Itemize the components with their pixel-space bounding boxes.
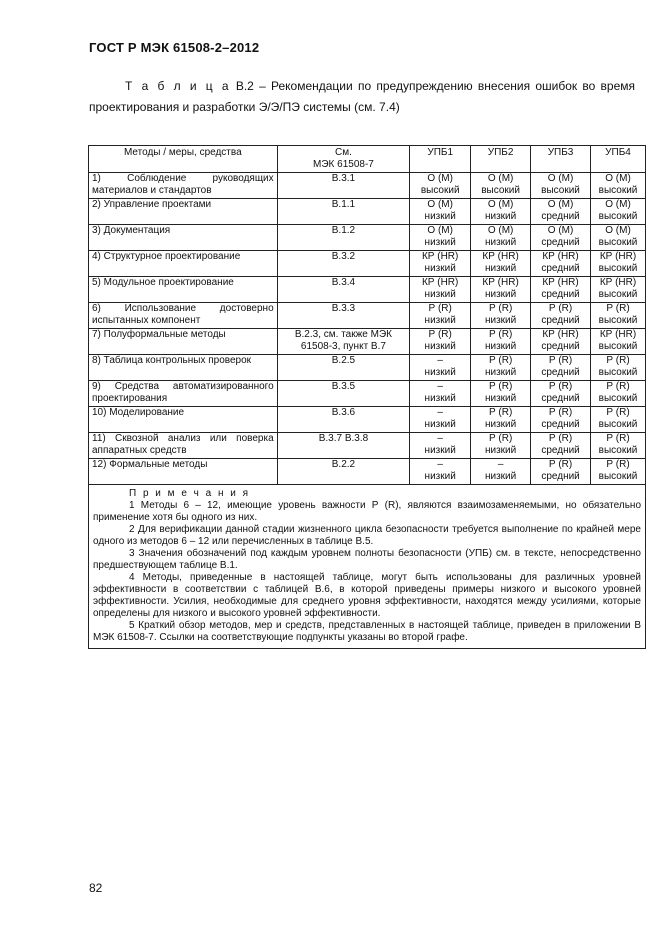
effectiveness-level: высокий: [598, 445, 638, 456]
notes-title: П р и м е ч а н и я: [129, 488, 251, 499]
recommendation-level: –: [497, 459, 504, 470]
reference-cell: В.3.7 В.3.8: [277, 433, 410, 459]
table-row: [89, 277, 646, 303]
recommendation-level: Р (R): [606, 355, 630, 366]
sil4-cell: [591, 381, 646, 407]
sil4-cell: [591, 355, 646, 381]
recommendation-level: Р (R): [548, 433, 573, 444]
reference-cell: В.3.2: [277, 251, 410, 277]
sil3-cell: [531, 355, 591, 381]
recommendation-level: –: [437, 381, 443, 392]
effectiveness-level: высокий: [598, 237, 638, 248]
table-row: [89, 173, 646, 199]
effectiveness-level: низкий: [424, 341, 456, 352]
effectiveness-level: высокий: [598, 471, 638, 482]
reference-cell: В.3.3: [277, 303, 410, 329]
effectiveness-level: высокий: [481, 185, 520, 196]
recommendation-level: Р (R): [548, 407, 573, 418]
sil4-cell: [591, 251, 646, 277]
table-row: [89, 355, 646, 381]
header-method: Методы / меры, средства: [89, 146, 278, 173]
sil2-cell: [471, 355, 531, 381]
sil2-cell: [471, 251, 531, 277]
recommendation-level: О (М): [487, 225, 514, 236]
recommendation-level: Р (R): [548, 355, 573, 366]
recommendation-level: КР (HR): [542, 329, 579, 340]
effectiveness-level: высокий: [598, 419, 638, 430]
note-item: 5 Краткий обзор методов, мер и средств, представленных в настоящей таблице, приведен в приложении В МЭК 61508-7. Ссылки на соответствующие подпункты указаны во второй графе.: [93, 620, 641, 643]
recommendation-level: О (М): [427, 173, 453, 184]
recommendation-level: КР (HR): [482, 277, 519, 288]
recommendation-level: О (М): [605, 225, 631, 236]
note-item: 2 Для верификации данной стадии жизненного цикла безопасности требуется выполнение по крайней мере одного из методов 6 – 12 или перечисленных в таблице В.5.: [93, 524, 641, 547]
recommendation-level: –: [437, 355, 443, 366]
recommendation-level: Р (R): [548, 381, 573, 392]
sil1-cell: [410, 277, 471, 303]
method-cell: 3) Документация: [89, 225, 278, 251]
effectiveness-level: низкий: [424, 393, 456, 404]
effectiveness-level: высокий: [598, 393, 638, 404]
sil1-cell: [410, 173, 471, 199]
effectiveness-level: низкий: [484, 315, 517, 326]
recommendation-level: О (М): [605, 173, 631, 184]
sil1-cell: [410, 355, 471, 381]
recommendation-level: КР (HR): [599, 251, 637, 262]
effectiveness-level: средний: [541, 341, 580, 352]
table-row: [89, 329, 646, 355]
method-cell: 1) Соблюдение руководящих материалов и стандартов: [89, 173, 278, 199]
effectiveness-level: низкий: [424, 289, 456, 300]
recommendation-level: Р (R): [488, 381, 513, 392]
recommendation-level: О (М): [427, 225, 453, 236]
sil1-cell: [410, 199, 471, 225]
method-cell: 5) Модульное проектирование: [89, 277, 278, 303]
method-cell: 8) Таблица контрольных проверок: [89, 355, 278, 381]
effectiveness-level: низкий: [484, 471, 517, 482]
recommendation-level: О (М): [547, 173, 574, 184]
recommendation-level: КР (HR): [421, 277, 459, 288]
sil1-cell: [410, 225, 471, 251]
table-row: [89, 251, 646, 277]
effectiveness-level: низкий: [424, 419, 456, 430]
recommendation-level: Р (R): [488, 303, 513, 314]
sil3-cell: [531, 173, 591, 199]
effectiveness-level: средний: [541, 289, 580, 300]
recommendation-level: Р (R): [488, 355, 513, 366]
recommendation-level: О (М): [487, 199, 514, 210]
note-item: 4 Методы, приведенные в настоящей таблице, могут быть использованы для различных уровней эффективности в соответствии с таблицей В.6, в которой приведены примеры низкого и высокого уровней эффективности. Усилия, необходимые для среднего уровня эффективности, находятся между усилиями, которые определены для низкого и высокого уровней эффективности.: [93, 572, 641, 619]
sil2-cell: [471, 407, 531, 433]
table-title-text-1: В.2 – Рекомендации по предупреждению внесения ошибок во время: [235, 79, 636, 93]
recommendation-level: Р (R): [428, 329, 452, 340]
sil1-cell: [410, 303, 471, 329]
table-row: [89, 303, 646, 329]
sil3-cell: [531, 381, 591, 407]
recommendation-level: КР (HR): [599, 277, 637, 288]
sil2-cell: [471, 329, 531, 355]
sil3-cell: [531, 199, 591, 225]
effectiveness-level: низкий: [484, 263, 517, 274]
sil4-cell: [591, 459, 646, 485]
reference-cell: В.3.4: [277, 277, 410, 303]
reference-cell: В.3.6: [277, 407, 410, 433]
sil3-cell: [531, 329, 591, 355]
header-sil2: УПБ2: [471, 146, 531, 173]
recommendation-level: О (М): [487, 173, 514, 184]
recommendation-level: –: [437, 433, 443, 444]
effectiveness-level: средний: [541, 237, 580, 248]
sil3-cell: [531, 251, 591, 277]
sil1-cell: [410, 329, 471, 355]
recommendation-level: О (М): [547, 225, 574, 236]
sil2-cell: [471, 433, 531, 459]
effectiveness-level: средний: [541, 367, 580, 378]
effectiveness-level: низкий: [424, 263, 456, 274]
table-title-line1: [89, 76, 635, 97]
document-header: ГОСТ Р МЭК 61508-2–2012: [89, 40, 260, 55]
effectiveness-level: низкий: [424, 445, 456, 456]
table-caption-label: Т а б л и ц а: [125, 79, 231, 93]
table-row: [89, 433, 646, 459]
reference-cell: В.2.3, см. также МЭК 61508-3, пункт В.7: [277, 329, 410, 355]
effectiveness-level: высокий: [598, 315, 638, 326]
effectiveness-level: средний: [541, 315, 580, 326]
page-number: 82: [89, 881, 103, 895]
recommendation-level: КР (HR): [542, 277, 579, 288]
method-cell: 11) Сквозной анализ или поверка аппаратных средств: [89, 433, 278, 459]
reference-cell: В.3.5: [277, 381, 410, 407]
table-row: [89, 381, 646, 407]
effectiveness-level: низкий: [484, 367, 517, 378]
method-cell: 6) Использование достоверно испытанных компонент: [89, 303, 278, 329]
recommendation-level: Р (R): [606, 303, 630, 314]
sil2-cell: [471, 303, 531, 329]
table-row: [89, 459, 646, 485]
recommendation-level: О (М): [605, 199, 631, 210]
sil4-cell: [591, 199, 646, 225]
recommendation-level: КР (HR): [482, 251, 519, 262]
sil4-cell: [591, 303, 646, 329]
header-reference-line2: МЭК 61508-7: [313, 159, 374, 170]
sil2-cell: [471, 173, 531, 199]
table-row: [89, 407, 646, 433]
effectiveness-level: низкий: [424, 211, 456, 222]
effectiveness-level: низкий: [484, 393, 517, 404]
effectiveness-level: средний: [541, 419, 580, 430]
table-body: [89, 173, 646, 485]
recommendation-level: КР (HR): [542, 251, 579, 262]
sil1-cell: [410, 459, 471, 485]
sil1-cell: [410, 251, 471, 277]
reference-cell: В.2.2: [277, 459, 410, 485]
effectiveness-level: высокий: [420, 185, 460, 196]
recommendation-level: Р (R): [488, 329, 513, 340]
recommendations-table: [88, 145, 646, 649]
sil3-cell: [531, 459, 591, 485]
effectiveness-level: низкий: [484, 237, 517, 248]
sil1-cell: [410, 381, 471, 407]
method-cell: 12) Формальные методы: [89, 459, 278, 485]
sil2-cell: [471, 277, 531, 303]
sil2-cell: [471, 225, 531, 251]
recommendation-level: О (М): [427, 199, 453, 210]
sil4-cell: [591, 277, 646, 303]
reference-cell: В.1.2: [277, 225, 410, 251]
effectiveness-level: низкий: [484, 341, 517, 352]
note-item: 3 Значения обозначений под каждым уровнем полноты безопасности (УПБ) см. в тексте, непосредственно предшествующем таблице В.1.: [93, 548, 641, 571]
effectiveness-level: низкий: [484, 445, 517, 456]
effectiveness-level: низкий: [484, 419, 517, 430]
recommendation-level: КР (HR): [421, 251, 459, 262]
sil4-cell: [591, 407, 646, 433]
sil1-cell: [410, 407, 471, 433]
recommendation-level: –: [437, 459, 443, 470]
recommendation-level: Р (R): [548, 303, 573, 314]
recommendation-level: Р (R): [606, 407, 630, 418]
effectiveness-level: высокий: [541, 185, 580, 196]
sil2-cell: [471, 459, 531, 485]
reference-cell: В.3.1: [277, 173, 410, 199]
effectiveness-level: высокий: [598, 263, 638, 274]
effectiveness-level: средний: [541, 445, 580, 456]
recommendation-level: Р (R): [606, 381, 630, 392]
sil4-cell: [591, 225, 646, 251]
table-title: [89, 76, 635, 118]
header-reference: [277, 146, 410, 173]
effectiveness-level: низкий: [484, 289, 517, 300]
table-notes: [89, 485, 646, 649]
recommendation-level: Р (R): [606, 459, 630, 470]
effectiveness-level: низкий: [424, 315, 456, 326]
method-cell: 2) Управление проектами: [89, 199, 278, 225]
sil2-cell: [471, 199, 531, 225]
header-sil1: УПБ1: [410, 146, 471, 173]
reference-cell: В.1.1: [277, 199, 410, 225]
sil3-cell: [531, 407, 591, 433]
recommendation-level: Р (R): [548, 459, 573, 470]
effectiveness-level: высокий: [598, 289, 638, 300]
sil4-cell: [591, 433, 646, 459]
method-cell: 9) Средства автоматизированного проектирования: [89, 381, 278, 407]
sil1-cell: [410, 433, 471, 459]
recommendation-level: Р (R): [488, 433, 513, 444]
effectiveness-level: средний: [541, 393, 580, 404]
header-sil4: УПБ4: [591, 146, 646, 173]
header-reference-line1: См.: [334, 147, 352, 158]
reference-cell: В.2.5: [277, 355, 410, 381]
sil3-cell: [531, 277, 591, 303]
table-row: [89, 225, 646, 251]
header-sil3: УПБ3: [531, 146, 591, 173]
table-row: [89, 199, 646, 225]
effectiveness-level: высокий: [598, 341, 638, 352]
recommendation-level: КР (HR): [599, 329, 637, 340]
sil4-cell: [591, 173, 646, 199]
recommendation-level: О (М): [547, 199, 574, 210]
recommendation-level: Р (R): [606, 433, 630, 444]
method-cell: 10) Моделирование: [89, 407, 278, 433]
effectiveness-level: низкий: [484, 211, 517, 222]
note-item: 1 Методы 6 – 12, имеющие уровень важности Р (R), являются взаимозаменяемыми, но обязательно применение хотя бы одного из них.: [93, 500, 641, 523]
method-cell: 4) Структурное проектирование: [89, 251, 278, 277]
effectiveness-level: высокий: [598, 211, 638, 222]
sil3-cell: [531, 225, 591, 251]
recommendation-level: Р (R): [488, 407, 513, 418]
recommendation-level: Р (R): [428, 303, 452, 314]
effectiveness-level: низкий: [424, 471, 456, 482]
effectiveness-level: высокий: [598, 367, 638, 378]
sil4-cell: [591, 329, 646, 355]
effectiveness-level: средний: [541, 211, 580, 222]
sil2-cell: [471, 381, 531, 407]
effectiveness-level: средний: [541, 471, 580, 482]
table-title-text-2: проектирования и разработки Э/Э/ПЭ системы (см. 7.4): [89, 100, 400, 114]
effectiveness-level: низкий: [424, 367, 456, 378]
method-cell: 7) Полуформальные методы: [89, 329, 278, 355]
recommendation-level: –: [437, 407, 443, 418]
sil3-cell: [531, 303, 591, 329]
sil3-cell: [531, 433, 591, 459]
effectiveness-level: низкий: [424, 237, 456, 248]
effectiveness-level: средний: [541, 263, 580, 274]
effectiveness-level: высокий: [598, 185, 638, 196]
